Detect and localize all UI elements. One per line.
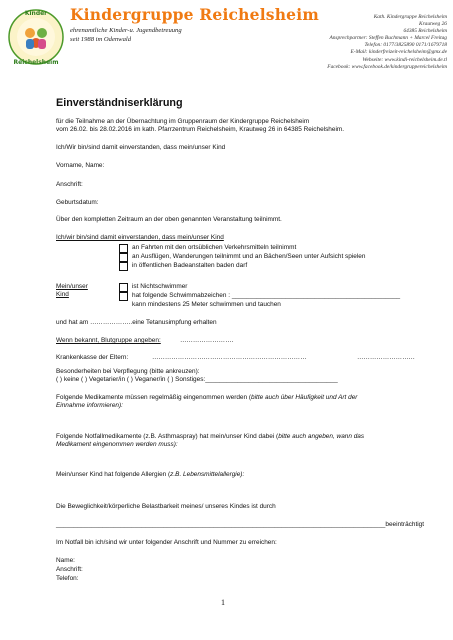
emergency-address-label: Anschrift: <box>56 566 83 573</box>
contact-email: E-Mail: kinderfreizeit-reichelsheim@gmx.de <box>350 49 447 56</box>
contact-facebook: Facebook: www.facebook.de/kindergruppereichelsheim <box>327 63 447 70</box>
emergency-phone-label: Telefon: <box>56 575 79 582</box>
tetanus-statement: und hat am ………………..eine Tetanusimpfung erhalten <box>56 319 217 326</box>
contact-line: Kath. Kindergruppe Reichelsheim <box>373 14 447 20</box>
page-number: 1 <box>221 598 225 607</box>
org-subtitle-1: ehrenamtliche Kinder-u. Jugendbetreuung <box>70 27 182 34</box>
medication-text: Folgende Medikamente müssen regelmäßig eingenommen werden ( <box>56 394 252 401</box>
svg-text:Kinder: Kinder <box>24 10 48 17</box>
checkbox-transport[interactable] <box>119 244 128 253</box>
org-subtitle-2: seit 1988 im Odenwald <box>70 36 131 43</box>
intro-line-2: vom 26.02. bis 28.02.2016 im kath. Pfarrzentrum Reichelsheim, Krautweg 26 in 64385 Reichelsheim. <box>56 126 345 133</box>
birthdate-label: Geburtsdatum: <box>56 199 99 206</box>
contact-phone: Telefon: 0177/3825890 0171/1679718 <box>364 42 447 49</box>
checkbox-excursions[interactable] <box>119 253 128 262</box>
allergy-text: Mein/unser Kind hat folgende Allergien ( <box>56 471 171 478</box>
allergy-hint: z.B. Lebensmittelallergie): <box>170 471 245 478</box>
checkbox-swim-badge[interactable] <box>119 292 128 301</box>
diet-heading: Besonderheiten bei Verpflegung (bitte ankreuzen): <box>56 368 200 375</box>
intro-line-1: für die Teilnahme an der Übernachtung im Gruppenraum der Kindergruppe Reichelsheim <box>56 118 310 125</box>
svg-text:Reichelsheim: Reichelsheim <box>13 59 59 66</box>
allergy-statement <box>56 471 244 479</box>
medication-hint: bitte auch über Häufigkeit und Art der <box>251 394 358 401</box>
option-swim-badge: hat folgende Schwimmabzeichen : _______________________________________________ <box>132 292 401 299</box>
emergency-medication-hint-2: Medikament eingenommen werden muss): <box>56 441 178 448</box>
emergency-medication-statement <box>56 433 364 441</box>
insurance-field[interactable]: ……………………………………………………………… <box>152 354 307 361</box>
mobility-field[interactable]: ____________________________________________________________________________________________beeinträchtigt <box>56 521 425 528</box>
checkbox-non-swimmer[interactable] <box>119 283 128 292</box>
document-title: Einverständniserklärung <box>56 97 183 109</box>
consent-heading: Ich/wir bin/sind damit einverstanden, dass mein/unser Kind <box>56 234 224 241</box>
option-swimming-pool: in öffentlichen Badeanstalten baden darf <box>132 262 248 269</box>
contact-website: Webseite: www.kindi-reichelsheim.de.tl <box>362 56 447 63</box>
option-excursions: an Ausflügen, Wanderungen teilnimmt und an Bächen/Seen unter Aufsicht spielen <box>132 253 366 260</box>
contact-line: 64385 Reichelsheim <box>403 28 447 35</box>
emergency-contact-statement: Im Notfall bin ich/sind wir unter folgender Anschrift und Nummer zu erreichen: <box>56 539 277 546</box>
medication-statement <box>56 394 357 402</box>
agree-statement: Ich/Wir bin/sind damit einverstanden, dass mein/unser Kind <box>56 144 226 151</box>
swim-label-2: Kind <box>56 291 69 298</box>
diet-options[interactable]: ( ) keine ( ) Vegetarier/in ( ) Veganer/in ( ) Sonstiges:_____________________________________ <box>56 376 338 383</box>
medication-hint-2: Einnahme informieren): <box>56 402 123 409</box>
org-title: Kindergruppe Reichelsheim <box>70 5 319 24</box>
emergency-medication-text: Folgende Notfallmedikamente (z.B. Asthmaspray) hat mein/unser Kind dabei ( <box>56 433 279 440</box>
option-transport: an Fahrten mit den ortsüblichen Verkehrsmitteln teilnimmt <box>132 244 297 251</box>
contact-block <box>272 14 447 71</box>
emergency-name-label: Name: <box>56 557 75 564</box>
blood-type-label: Wenn bekannt, Blutgruppe angeben: <box>56 337 161 344</box>
option-non-swimmer: ist Nichtschwimmer <box>132 283 188 290</box>
address-label: Anschrift: <box>56 181 83 188</box>
mobility-statement: Die Beweglichkeit/körperliche Belastbarkeit meines/ unseres Kindes ist durch <box>56 503 276 510</box>
swim-note: kann mindestens 25 Meter schwimmen und tauchen <box>132 301 281 308</box>
checkbox-swimming-pool[interactable] <box>119 262 128 271</box>
name-label: Vorname, Name: <box>56 162 105 169</box>
logo <box>6 6 66 68</box>
contact-line: Ansprechpartner: Steffen Buchmann + Marcel Freitag <box>329 35 447 42</box>
supervision-statement: Über den kompletten Zeitraum an der oben genannten Veranstaltung teilnimmt. <box>56 216 282 223</box>
contact-line: Krautweg 26 <box>418 21 447 28</box>
insurance-field-2[interactable]: ……………………… <box>357 354 415 361</box>
blood-type-field[interactable]: ……………………. <box>180 337 234 344</box>
insurance-label: Krankenkasse der Eltern: <box>56 354 129 361</box>
emergency-medication-hint: bitte auch angeben, wann das <box>278 433 365 440</box>
swim-label-1: Mein/unser <box>56 283 88 290</box>
